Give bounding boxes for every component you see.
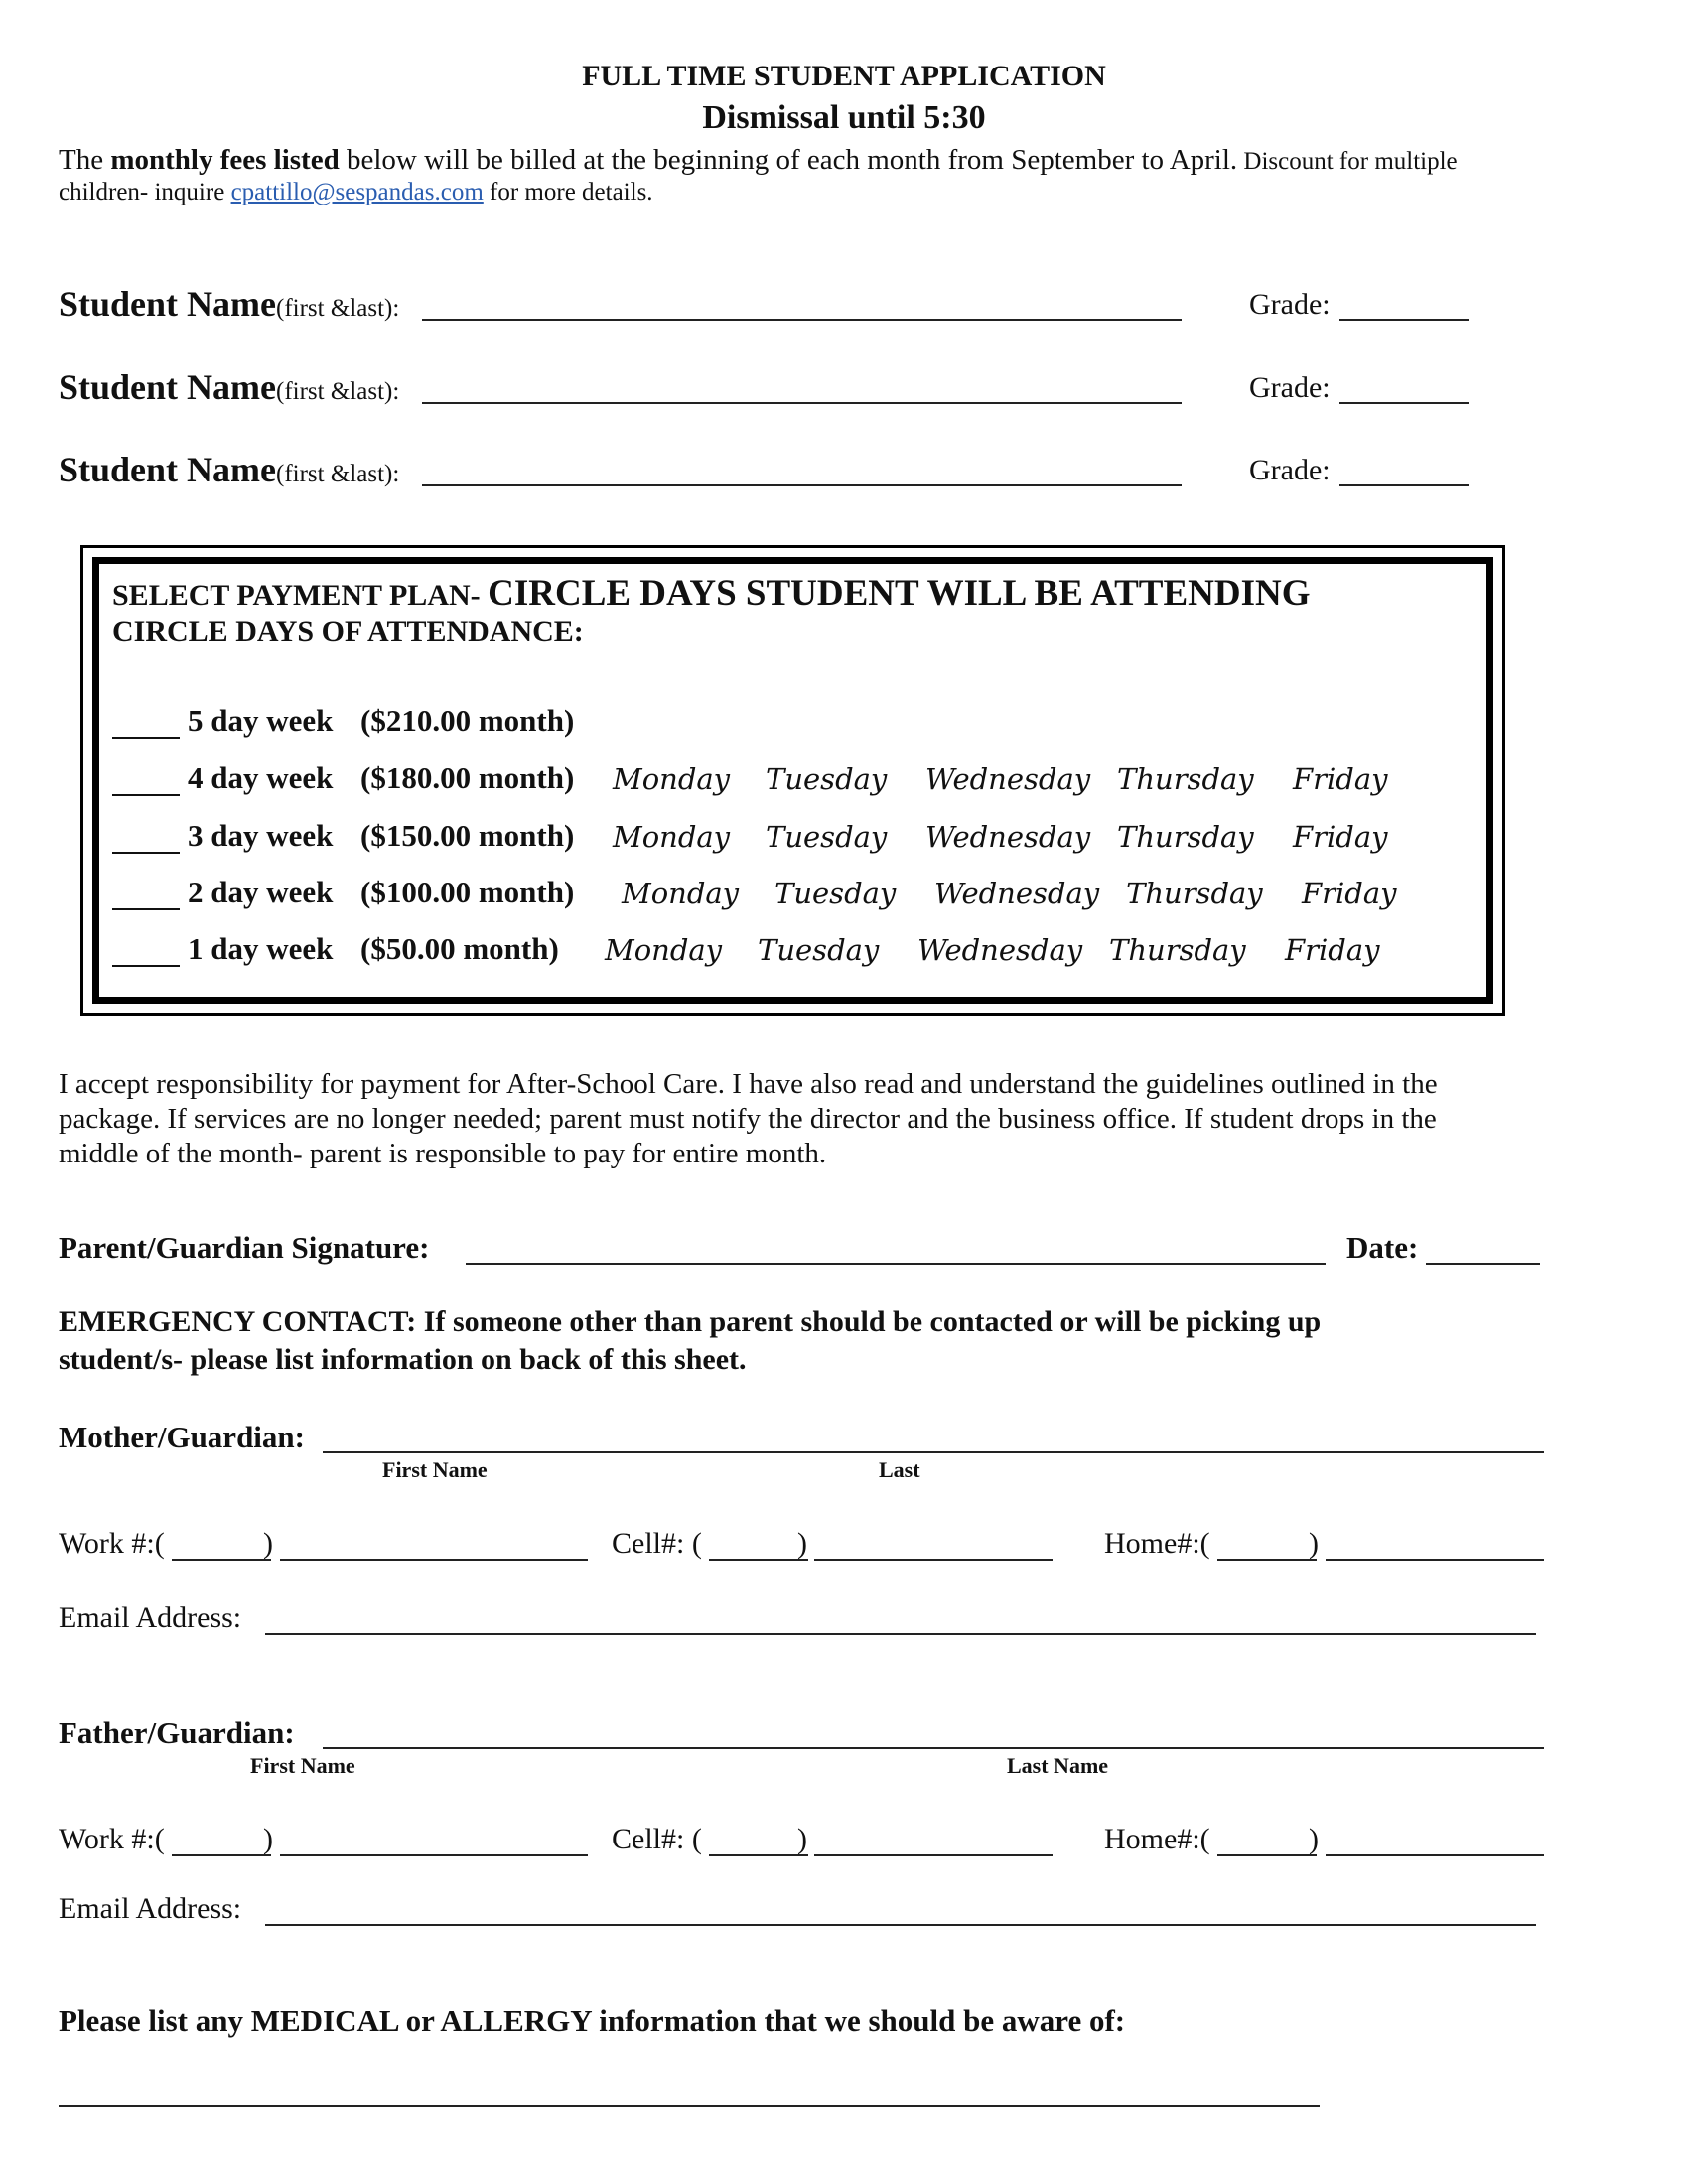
plan-select-blank[interactable]: [112, 908, 180, 910]
mother-work-label: Work #:(: [59, 1527, 165, 1560]
father-work-number[interactable]: [280, 1854, 588, 1856]
plan-option-price: ($150.00 month): [360, 818, 575, 853]
day-option-tuesday[interactable]: Tuesday: [766, 820, 888, 854]
agreement-line-3: middle of the month- parent is responsible to pay for entire month.: [59, 1138, 827, 1169]
grade-field[interactable]: [1339, 319, 1469, 321]
day-option-wednesday[interactable]: Wednesday: [925, 820, 1091, 854]
mother-home-area-code[interactable]: [1217, 1559, 1317, 1561]
intro-text: The: [59, 144, 111, 176]
day-option-friday[interactable]: Friday: [1293, 762, 1388, 796]
form-subtitle: Dismissal until 5:30: [702, 99, 986, 136]
mother-cell-number[interactable]: [814, 1559, 1053, 1561]
day-option-wednesday[interactable]: Wednesday: [934, 877, 1100, 910]
day-option-friday[interactable]: Friday: [1285, 933, 1380, 967]
plan-option-label: 2 day week: [188, 875, 334, 909]
day-option-monday[interactable]: Monday: [605, 933, 723, 967]
plan-option-price: ($210.00 month): [360, 703, 575, 738]
payment-plan-heading: [112, 572, 1310, 614]
grade-label: Grade:: [1249, 288, 1331, 321]
mother-name-field[interactable]: [323, 1451, 1544, 1453]
day-option-wednesday[interactable]: Wednesday: [925, 762, 1091, 796]
intro-bold: monthly fees listed: [110, 144, 340, 176]
grade-label: Grade:: [1249, 454, 1331, 486]
mother-home-number[interactable]: [1326, 1559, 1544, 1561]
day-option-wednesday[interactable]: Wednesday: [917, 933, 1083, 967]
father-home-paren: ): [1309, 1823, 1319, 1855]
mother-work-number[interactable]: [280, 1559, 588, 1561]
payment-plan-heading-line-2: CIRCLE DAYS OF ATTENDANCE:: [112, 615, 584, 648]
day-option-monday[interactable]: Monday: [613, 762, 731, 796]
intro-discount: Discount for multiple: [1237, 148, 1458, 175]
father-email-field[interactable]: [265, 1924, 1536, 1926]
father-guardian-label: Father/Guardian:: [59, 1715, 295, 1750]
contact-email-link[interactable]: cpattillo@sespandas.com: [230, 179, 484, 205]
day-option-friday[interactable]: Friday: [1302, 877, 1397, 910]
father-name-field[interactable]: [323, 1747, 1544, 1749]
plan-option-price: ($100.00 month): [360, 875, 575, 909]
signature-field[interactable]: [466, 1263, 1326, 1265]
intro-details: for more details.: [483, 179, 653, 205]
student-name-text: Student Name: [59, 450, 277, 489]
mother-email-label: Email Address:: [59, 1601, 242, 1634]
father-cell-label: Cell#: (: [612, 1823, 702, 1855]
student-name-hint: (first &last):: [276, 295, 400, 322]
plan-option-label: 3 day week: [188, 818, 334, 853]
father-work-area-code[interactable]: [172, 1854, 271, 1856]
payment-plan-heading-large: CIRCLE DAYS STUDENT WILL BE ATTENDING: [488, 573, 1311, 614]
father-work-paren: ): [263, 1823, 273, 1855]
father-cell-number[interactable]: [814, 1854, 1053, 1856]
day-option-tuesday[interactable]: Tuesday: [766, 762, 888, 796]
agreement-line-1: I accept responsibility for payment for After-School Care. I have also read and understand the guidelines outlined in the: [59, 1068, 1438, 1100]
student-name-hint: (first &last):: [276, 461, 400, 487]
plan-select-blank[interactable]: [112, 965, 180, 967]
father-email-label: Email Address:: [59, 1892, 242, 1925]
day-option-thursday[interactable]: Thursday: [1117, 762, 1254, 796]
father-last-name-caption: Last Name: [1007, 1753, 1109, 1778]
day-option-monday[interactable]: Monday: [613, 820, 731, 854]
grade-field[interactable]: [1339, 402, 1469, 404]
date-field[interactable]: [1426, 1263, 1540, 1265]
payment-plan-heading-small: SELECT PAYMENT PLAN-: [112, 579, 489, 612]
mother-cell-paren: ): [797, 1527, 807, 1560]
mother-home-label: Home#:(: [1104, 1527, 1210, 1560]
father-home-area-code[interactable]: [1217, 1854, 1317, 1856]
mother-guardian-label: Mother/Guardian:: [59, 1420, 305, 1454]
student-name-label: [59, 366, 399, 408]
plan-option-label: 4 day week: [188, 760, 334, 795]
plan-option-label: 1 day week: [188, 931, 334, 966]
day-option-friday[interactable]: Friday: [1293, 820, 1388, 854]
agreement-line-2: package. If services are no longer needed; parent must notify the director and the business office. If student drops in the: [59, 1103, 1437, 1135]
intro-line-2: [59, 179, 653, 206]
plan-option-price: ($180.00 month): [360, 760, 575, 795]
intro-inquire: children- inquire: [59, 179, 231, 205]
mother-cell-label: Cell#: (: [612, 1527, 702, 1560]
plan-select-blank[interactable]: [112, 737, 180, 739]
medical-allergy-label: Please list any MEDICAL or ALLERGY information that we should be aware of:: [59, 2003, 1126, 2038]
father-home-number[interactable]: [1326, 1854, 1544, 1856]
signature-label: Parent/Guardian Signature:: [59, 1230, 430, 1265]
date-label: Date:: [1346, 1230, 1419, 1265]
father-first-name-caption: First Name: [250, 1753, 355, 1778]
student-name-label: [59, 449, 399, 490]
mother-last-name-caption: Last: [879, 1457, 920, 1482]
mother-email-field[interactable]: [265, 1633, 1536, 1635]
father-cell-area-code[interactable]: [709, 1854, 808, 1856]
emergency-contact-line-1: EMERGENCY CONTACT: If someone other than parent should be contacted or will be picking up: [59, 1305, 1322, 1338]
day-option-thursday[interactable]: Thursday: [1109, 933, 1246, 967]
grade-field[interactable]: [1339, 484, 1469, 486]
day-option-tuesday[interactable]: Tuesday: [758, 933, 880, 967]
plan-option-label: 5 day week: [188, 703, 334, 738]
mother-cell-area-code[interactable]: [709, 1559, 808, 1561]
student-name-label: [59, 283, 399, 325]
intro-text-2: below will be billed at the beginning of each month from September to April.: [339, 144, 1238, 176]
grade-label: Grade:: [1249, 371, 1331, 404]
student-name-text: Student Name: [59, 367, 277, 407]
intro-line-1: [59, 144, 1458, 177]
day-option-monday[interactable]: Monday: [622, 877, 740, 910]
day-option-thursday[interactable]: Thursday: [1117, 820, 1254, 854]
medical-allergy-field[interactable]: [59, 2105, 1320, 2107]
father-cell-paren: ): [797, 1823, 807, 1855]
day-option-thursday[interactable]: Thursday: [1126, 877, 1263, 910]
mother-home-paren: ): [1309, 1527, 1319, 1560]
form-title: FULL TIME STUDENT APPLICATION: [582, 60, 1106, 92]
student-name-text: Student Name: [59, 284, 277, 324]
mother-first-name-caption: First Name: [382, 1457, 488, 1482]
student-name-hint: (first &last):: [276, 378, 400, 405]
student-name-field[interactable]: [422, 402, 1182, 404]
father-home-label: Home#:(: [1104, 1823, 1210, 1855]
emergency-contact-line-2: student/s- please list information on back of this sheet.: [59, 1343, 747, 1376]
student-name-field[interactable]: [422, 484, 1182, 486]
mother-work-area-code[interactable]: [172, 1559, 271, 1561]
student-name-field[interactable]: [422, 319, 1182, 321]
mother-work-paren: ): [263, 1527, 273, 1560]
plan-select-blank[interactable]: [112, 852, 180, 854]
father-work-label: Work #:(: [59, 1823, 165, 1855]
day-option-tuesday[interactable]: Tuesday: [774, 877, 897, 910]
plan-option-price: ($50.00 month): [360, 931, 559, 966]
plan-select-blank[interactable]: [112, 794, 180, 796]
